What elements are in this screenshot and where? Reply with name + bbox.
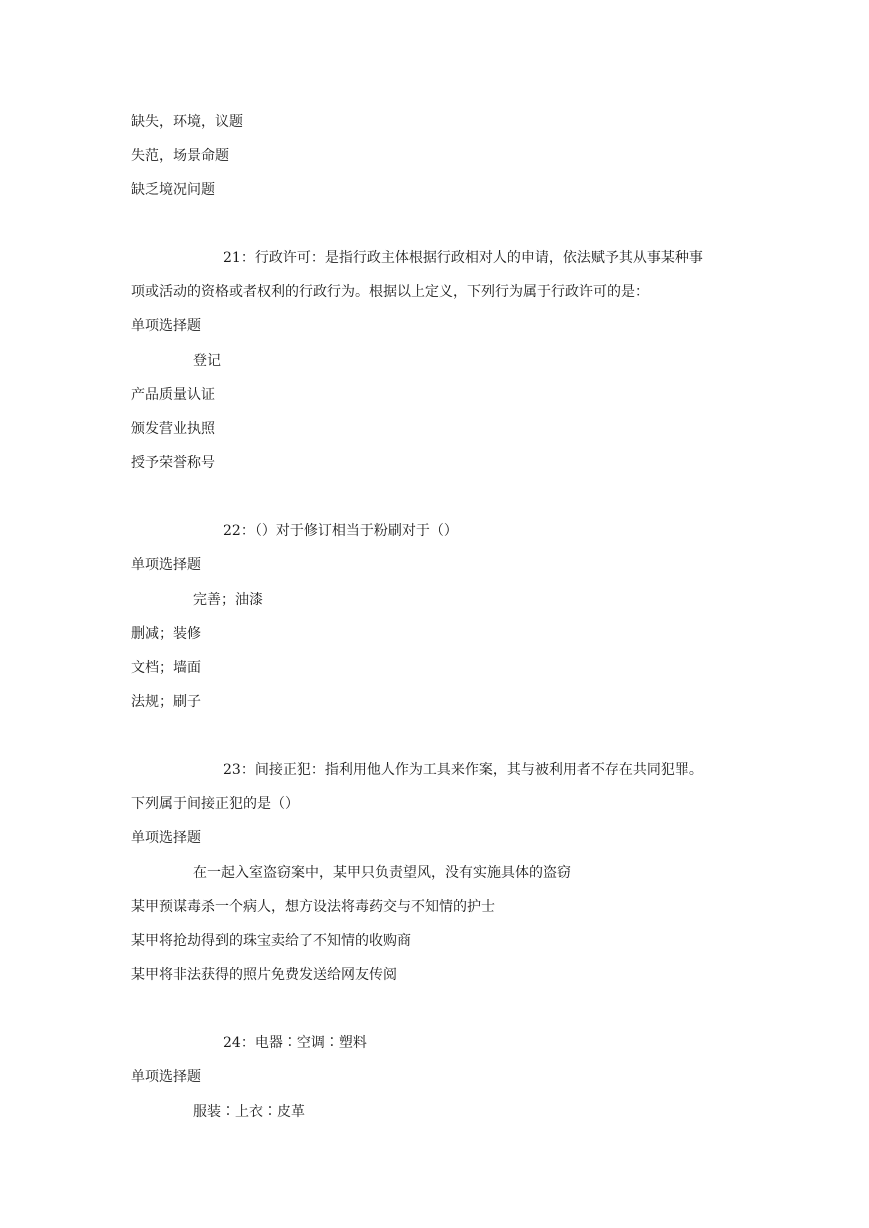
question-stem: 24：电器∶空调∶塑料 [223, 1035, 367, 1051]
question-type: 单项选择题 [131, 557, 201, 573]
option-text: 某甲将抢劫得到的珠宝卖给了不知情的收购商 [131, 933, 411, 949]
option-text: 缺失，环境，议题 [131, 114, 243, 130]
question-stem: 23：间接正犯：指利用他人作为工具来作案，其与被利用者不存在共同犯罪。 [223, 762, 703, 778]
option-text: 在一起入室盗窃案中，某甲只负责望风，没有实施具体的盗窃 [193, 865, 571, 881]
option-text: 授予荣誉称号 [131, 455, 215, 471]
option-text: 服装∶上衣∶皮革 [193, 1104, 305, 1120]
question-type: 单项选择题 [131, 1069, 201, 1085]
option-text: 产品质量认证 [131, 387, 215, 403]
option-text: 完善；油漆 [193, 592, 263, 608]
option-text: 文档；墙面 [131, 660, 201, 676]
question-stem-continued: 下列属于间接正犯的是（） [131, 796, 299, 812]
question-stem: 21：行政许可：是指行政主体根据行政相对人的申请，依法赋予其从事某种事 [223, 250, 703, 266]
option-text: 失范，场景命题 [131, 148, 229, 164]
option-text: 某甲将非法获得的照片免费发送给网友传阅 [131, 967, 397, 983]
option-text: 登记 [193, 353, 221, 369]
option-text: 删减；装修 [131, 626, 201, 642]
option-text: 颁发营业执照 [131, 421, 215, 437]
question-stem-continued: 项或活动的资格或者权利的行政行为。根据以上定义，下列行为属于行政许可的是： [131, 284, 649, 300]
question-type: 单项选择题 [131, 318, 201, 334]
option-text: 缺乏境况问题 [131, 182, 215, 198]
option-text: 法规；刷子 [131, 694, 201, 710]
option-text: 某甲预谋毒杀一个病人，想方设法将毒药交与不知情的护士 [131, 899, 495, 915]
question-type: 单项选择题 [131, 830, 201, 846]
question-stem: 22：（）对于修订相当于粉刷对于（） [223, 523, 458, 539]
